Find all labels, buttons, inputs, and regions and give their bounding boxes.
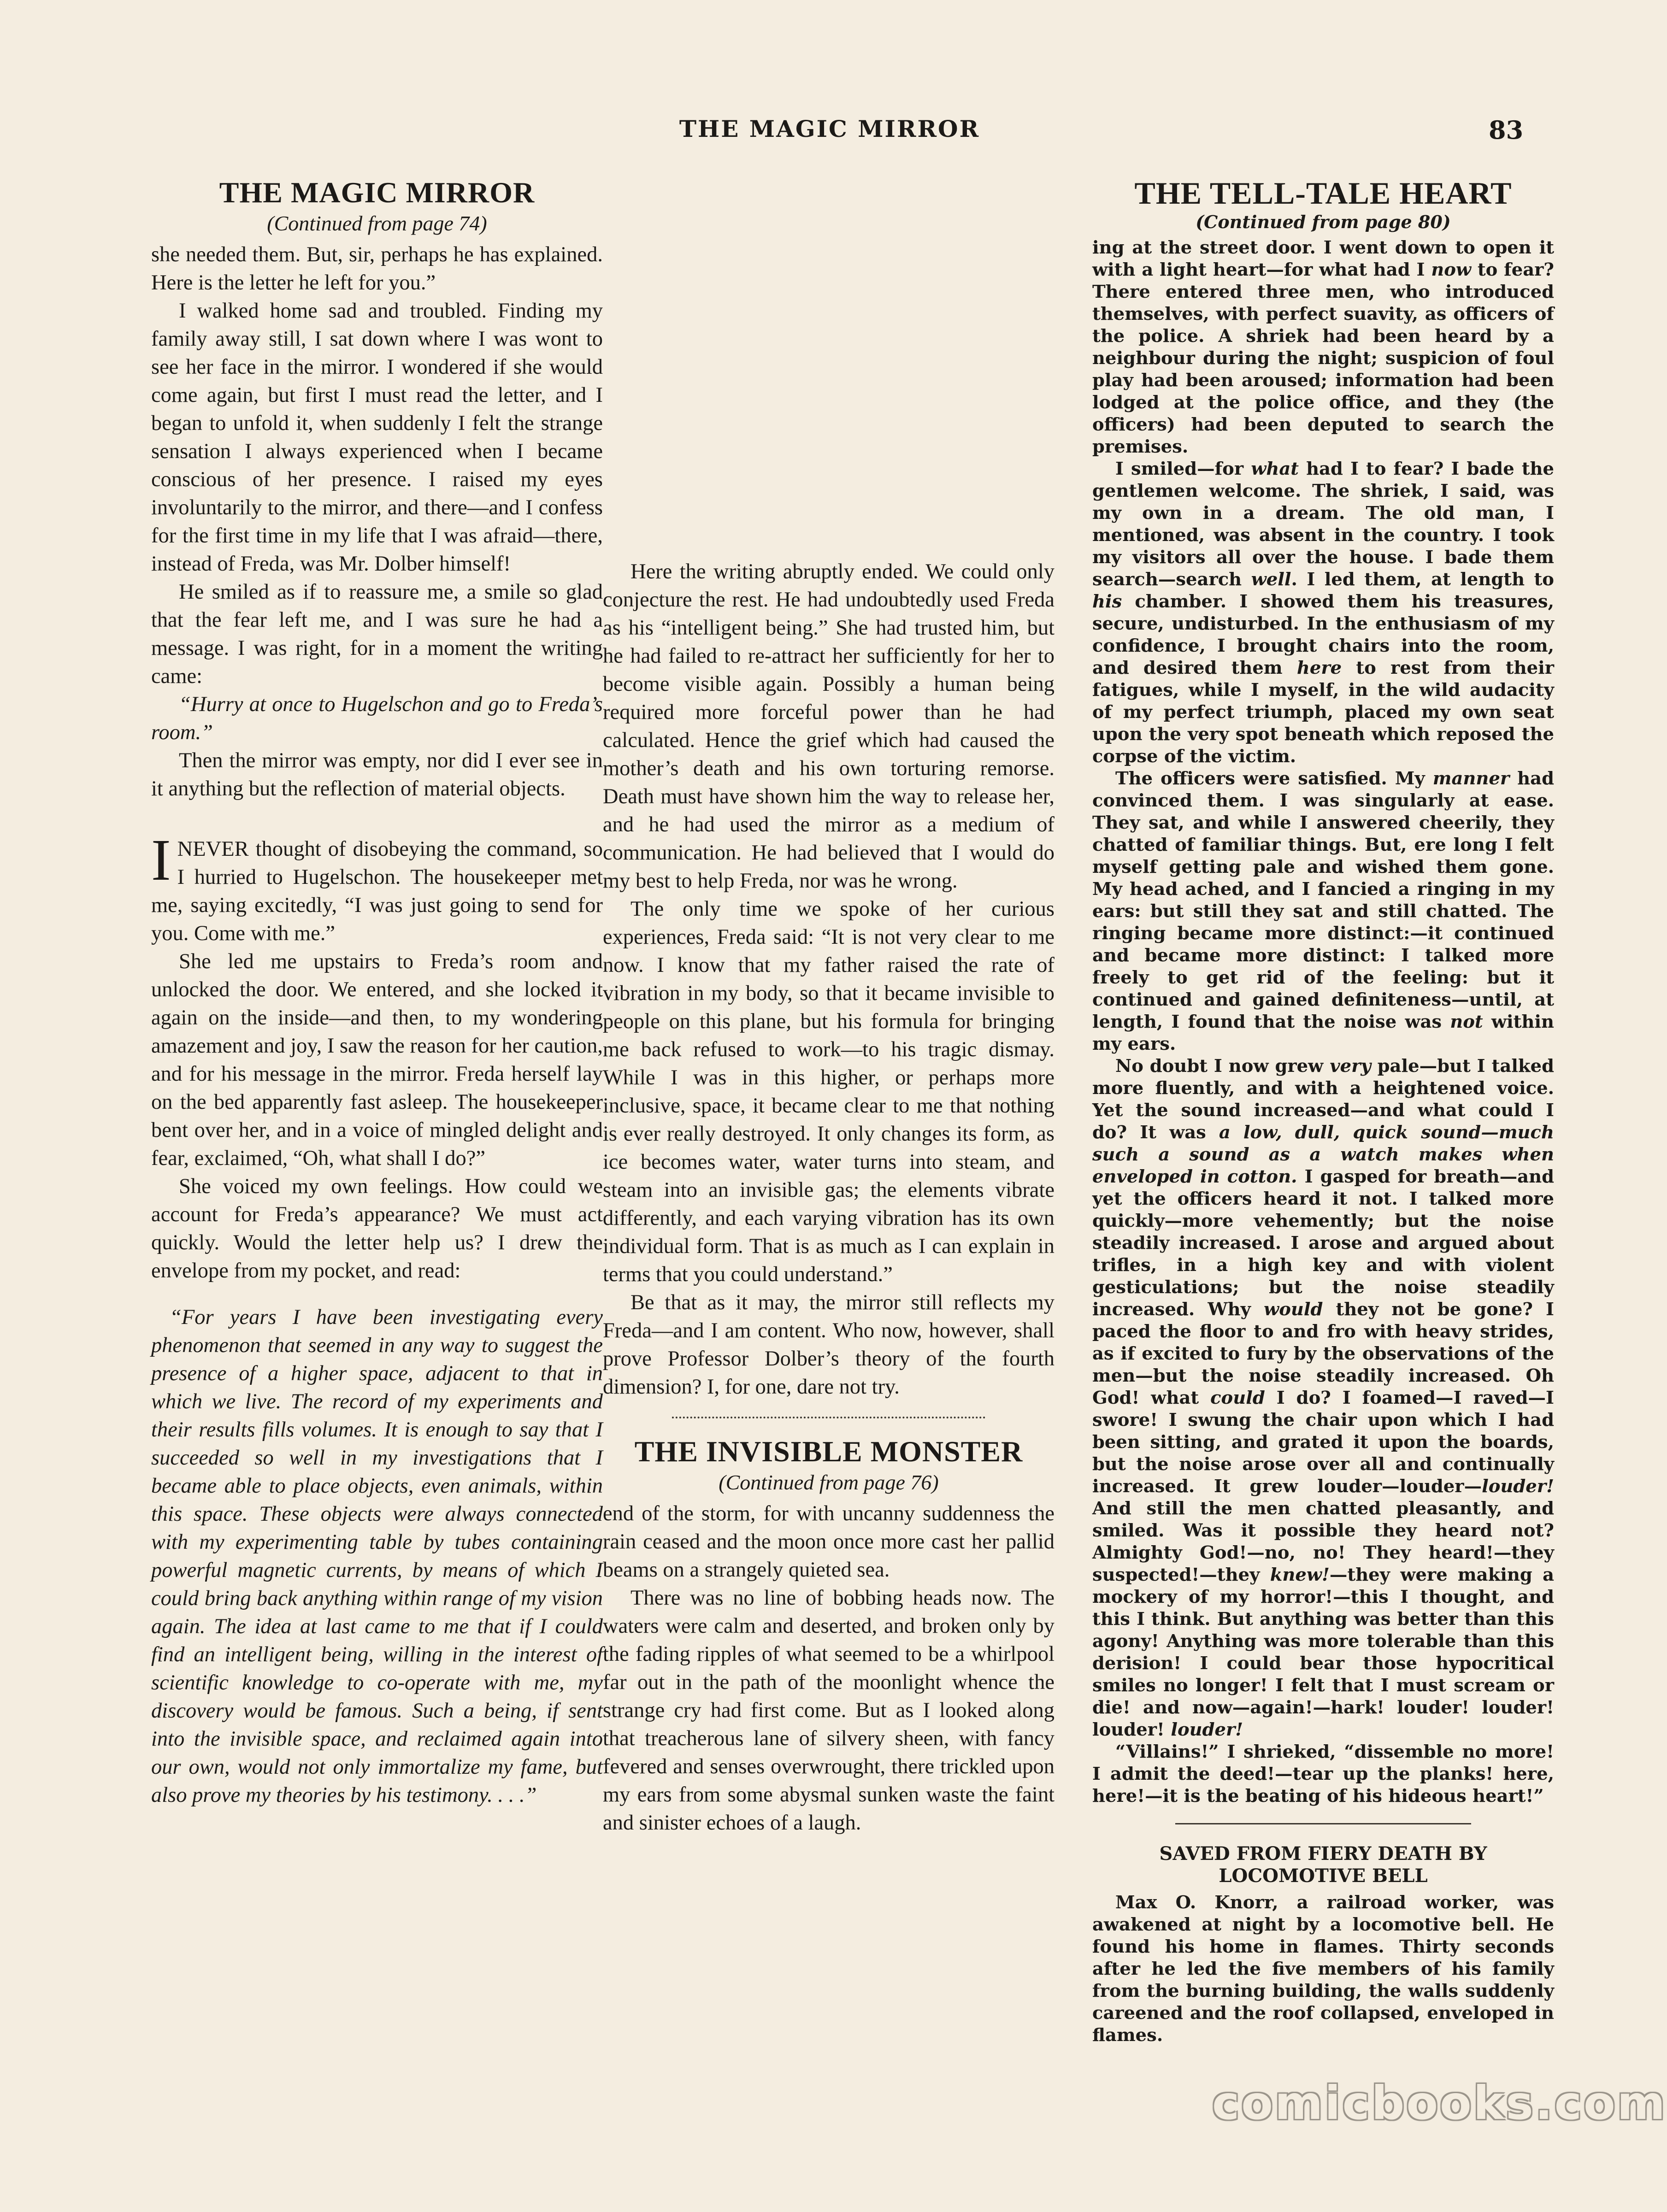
column-2	[603, 175, 1054, 1837]
news-headline: SAVED FROM FIERY DEATH BY LOCOMOTIVE BELL	[1159, 1843, 1487, 1887]
divider	[672, 1417, 985, 1418]
continued-note: (Continued from page 76)	[719, 1471, 939, 1494]
divider	[1175, 1823, 1471, 1824]
letter-text: “For years I have been investigating every phenomenon that seemed in any way to suggest the presence of a higher space, adjacent to that in which we live. The record of my experiments and their results fills volumes. It is enough to say that I succeeded so well in my investigations that I became able to place objects, even animals, within this space. These objects were always connected with my experimenting table by tubes containing powerful magnetic currents, by means of which I could bring back anything within range of my vision again. The idea at last came to me that if I could find an intelligent being, willing in the interest of scientific knowledge to co-operate with me, my discovery would be famous. Such a being, if sent into the invisible space, and reclaimed again into our own, would not only immortalize my fame, but also prove my theories by his testimony. . . .”	[151, 1306, 603, 1807]
paragraph: I walked home sad and troubled. Finding my family away still, I sat down where I was wont to see her face in the mirror. I wondered if she would come again, but first I must read the letter, and I began to unfold it, when suddenly I felt the strange sensation I always experienced when I became conscious of her presence. I raised my eyes involuntarily to the mirror, and there—and I confess for the first time in my life that I was afraid—there, instead of Freda, was Mr. Dolber himself!	[151, 299, 603, 576]
paragraph: I smiled—for what had I to fear? I bade the gentlemen welcome. The shriek, I said, was my own in a dream. The old man, I mentioned, was absent in the country. I took my visitors all over the house. I bade them search—search well. I led them, at length to his chamber. I showed them his treasures, secure, undisturbed. In the enthusiasm of my confidence, I brought chairs into the room, and desired them here to rest from their fatigues, while I myself, in the wild audacity of my perfect triumph, placed my own seat upon the very spot beneath which reposed the corpse of the victim.	[1092, 459, 1555, 767]
paragraph: She voiced my own feelings. How could we account for Freda’s appearance? We must act quickly. Would the letter help us? I drew the envelope from my pocket, and read:	[151, 1175, 603, 1282]
paragraph	[151, 827, 603, 947]
section-break	[151, 803, 603, 835]
story-title-invisible-monster: THE INVISIBLE MONSTER	[634, 1435, 1023, 1468]
drop-cap: I	[151, 827, 171, 893]
paragraph: Here the writing abruptly ended. We could only conjecture the rest. He had undoubtedly used Freda as his “intelligent being.” She had trusted him, but he had failed to re-attract her sufficiently for her to become visible again. Possibly a human being required more forceful power than he had calculated. Hence the grief which had caused the mother’s death and his own torturing remorse. Death must have shown him the way to release her, and he had used the mirror as a medium of communication. He had believed that I would do my best to help Freda, nor was he wrong.	[603, 560, 1054, 893]
watermark-logo: comicbooks.com	[1212, 2076, 1667, 2130]
paragraph: There was no line of bobbing heads now. The waters were calm and deserted, and broken only by the fading ripples of what seemed to be a whirlpool far out in the path of the moonlight whence the strange cry had first come. But as I looked along that treacherous lane of silvery sheen, with fancy fevered and senses overwrought, there trickled upon my ears from some abysmal sunken waste the faint and sinister echoes of a laugh.	[603, 1586, 1054, 1835]
story-title-tell-tale-heart: THE TELL-TALE HEART	[1134, 176, 1512, 211]
paragraph: “Villains!” I shrieked, “dissemble no more! I admit the deed!—tear up the planks! here, here!—it is the beating of his hideous heart!”	[1092, 1741, 1554, 1806]
column-1	[151, 175, 603, 1807]
paragraph: She led me upstairs to Freda’s room and unlocked the door. We entered, and she locked it again on the inside—and then, to my wondering amazement and joy, I saw the reason for her caution, and for his message in the mirror. Freda herself lay on the bed apparently fast asleep. The housekeeper bent over her, and in a voice of mingled delight and fear, exclaimed, “Oh, what shall I do?”	[151, 950, 603, 1170]
paragraph: she needed them. But, sir, perhaps he has explained. Here is the letter he left for you.”	[151, 243, 603, 294]
paragraph: The only time we spoke of her curious experiences, Freda said: “It is not very clear to me now. I know that my father raised the rate of vibration in my body, so that it became invisible to people on this plane, but his formula for bringing me back refused to work—to his tragic dismay. While I was in this higher, or perhaps more inclusive, space, it became clear to me that nothing is ever really destroyed. It only changes its form, as ice becomes water, water turns into steam, and steam into an invisible gas; the elements vibrate differently, and each varying vibration has its own individual form. That is as much as I can explain in terms that you could understand.”	[603, 897, 1054, 1286]
mirror-message: “Hurry at once to Hugelschon and go to Freda’s room.”	[151, 693, 603, 744]
continued-note: (Continued from page 80)	[1196, 212, 1451, 232]
column-3	[1092, 175, 1554, 2047]
paragraph-text: NEVER thought of disobeying the command, so I hurried to Hugelschon. The housekeeper met me, saying excitedly, “I was just going to send for you. Come with me.”	[151, 837, 603, 945]
page-number: 83	[1489, 115, 1524, 145]
paragraph: The officers were satisfied. My manner had convinced them. I was singularly at ease. They sat, and while I answered cheerily, they chatted of familiar things. But, ere long I felt myself getting pale and wished them gone. My head ached, and I fancied a ringing in my ears: but still they sat and still chatted. The ringing became more distinct:—it continued and became more distinct: I talked more freely to get rid of the feeling: but it continued and gained definiteness—until, at length, I found that the noise was not within my ears.	[1092, 768, 1555, 1054]
paragraph: ing at the street door. I went down to open it with a light heart—for what had I now to fear? There entered three men, who introduced themselves, with perfect suavity, as officers of the police. A shriek had been heard by a neighbour during the night; suspicion of foul play had been aroused; information had been lodged at the police office, and they (the officers) had been deputed to search the premises.	[1092, 237, 1554, 457]
paragraph: Be that as it may, the mirror still reflects my Freda—and I am content. Who now, however, shall prove Professor Dolber’s theory of the fourth dimension? I, for one, dare not try.	[603, 1291, 1054, 1399]
running-title: THE MAGIC MIRROR	[679, 115, 980, 142]
paragraph: No doubt I now grew very pale—but I talked more fluently, and with a heightened voice. Yet the sound increased—and what could I do? It was a low, dull, quick sound—much such a sound as a watch makes when enveloped in cotton. I gasped for breath—and yet the officers heard it not. I talked more quickly—more vehemently; but the noise steadily increased. I arose and argued about trifles, in a high key and with violent gesticulations; but the noise steadily increased. Why would they not be gone? I paced the floor to and fro with heavy strides, as if excited to fury by the observations of the men—but the noise steadily increased. Oh God! what could I do? I foamed—I raved—I swore! I swung the chair upon which I had been sitting, and grated it upon the boards, but the noise arose over all and continually increased. It grew louder—louder—louder! And still the men chatted pleasantly, and smiled. Was it possible they heard not? Almighty God!—no, no! They heard!—they suspected!—they knew!—they were making a mockery of my horror!—this I thought, and this I think. But anything was better than this agony! Anything was more tolerable than this derision! I could bear those hypocritical smiles no longer! I felt that I must scream or die! and now—again!—hark! louder! louder! louder! louder!	[1092, 1056, 1555, 1740]
news-body: Max O. Knorr, a railroad worker, was awakened at night by a locomotive bell. He found his home in flames. Thirty seconds after he led the five members of his family from the burning building, the walls suddenly careened and the roof collapsed, enveloped in flames.	[1092, 1892, 1554, 2046]
continued-note: (Continued from page 74)	[267, 212, 487, 235]
letter-quote	[151, 1303, 603, 1807]
paragraph: He smiled as if to reassure me, a smile so glad that the fear left me, and I was sure he had a message. I was right, for in a moment the writing came:	[151, 580, 603, 688]
paragraph: Then the mirror was empty, nor did I ever see in it anything but the reflection of material objects.	[151, 749, 603, 800]
paragraph: end of the storm, for with uncanny suddenness the rain ceased and the moon once more cast her pallid beams on a strangely quieted sea.	[603, 1502, 1054, 1582]
story-title-magic-mirror: THE MAGIC MIRROR	[219, 176, 535, 209]
letter-quote-continued	[603, 175, 1054, 544]
